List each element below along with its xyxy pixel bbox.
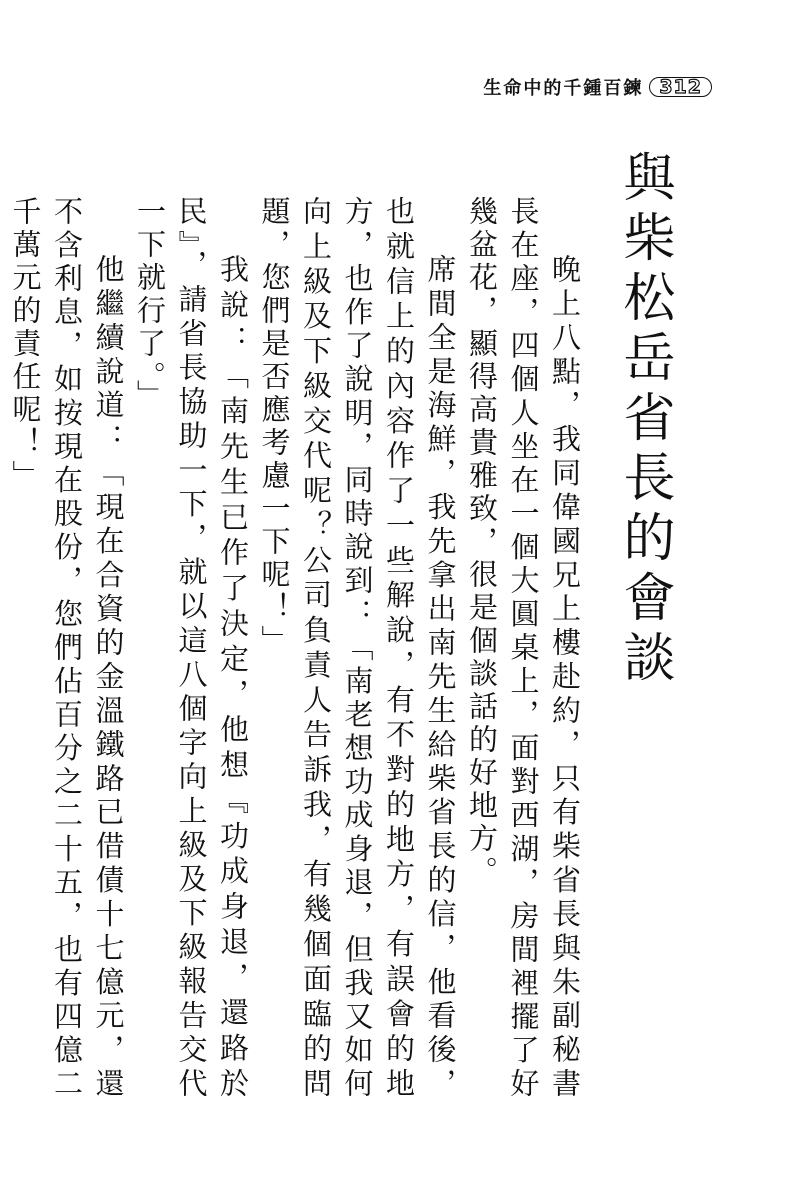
body-text — [0, 196, 585, 1101]
paragraph: 我說：「南先生已作了決定，他想『功成身退，還路於民』，請省長協助一下，就以這八個字向上級及下級報告交代一下就行了。」 — [133, 196, 250, 1101]
chapter-title: 與柴松岳省長的會談 — [614, 150, 674, 690]
book-title: 生命中的千鍾百鍊 — [483, 78, 644, 99]
running-header — [483, 72, 708, 102]
page-number: 312 — [659, 76, 702, 98]
paragraph: 席間全是海鮮，我先拿出南先生給柴省長的信，他看後，也就信上的內容作了一些解說，有不對的地方，有誤會的地方，也作了說明，同時說到：「南老想功成身退，但我又如何向上級及下級交代呢？公司負責人告訴我，有幾個面臨的問題，您們是否應考慮一下呢！」 — [257, 196, 458, 1101]
paragraph — [0, 196, 4, 1101]
page-number-badge — [653, 75, 708, 99]
paragraph: 晚上八點，我同偉國兄上樓赴約，只有柴省長與朱副秘書長在座，四個人坐在一個大圓桌上，面對西湖，房間裡擺了好幾盆花，顯得高貴雅致，很是個談話的好地方。 — [465, 196, 582, 1101]
paragraph: 他繼續說道：「現在合資的金溫鐵路已借債十七億元，還不含利息，如按現在股份，您們佔百分之二十五，也有四億二千萬元的責任呢！」 — [8, 196, 126, 1101]
